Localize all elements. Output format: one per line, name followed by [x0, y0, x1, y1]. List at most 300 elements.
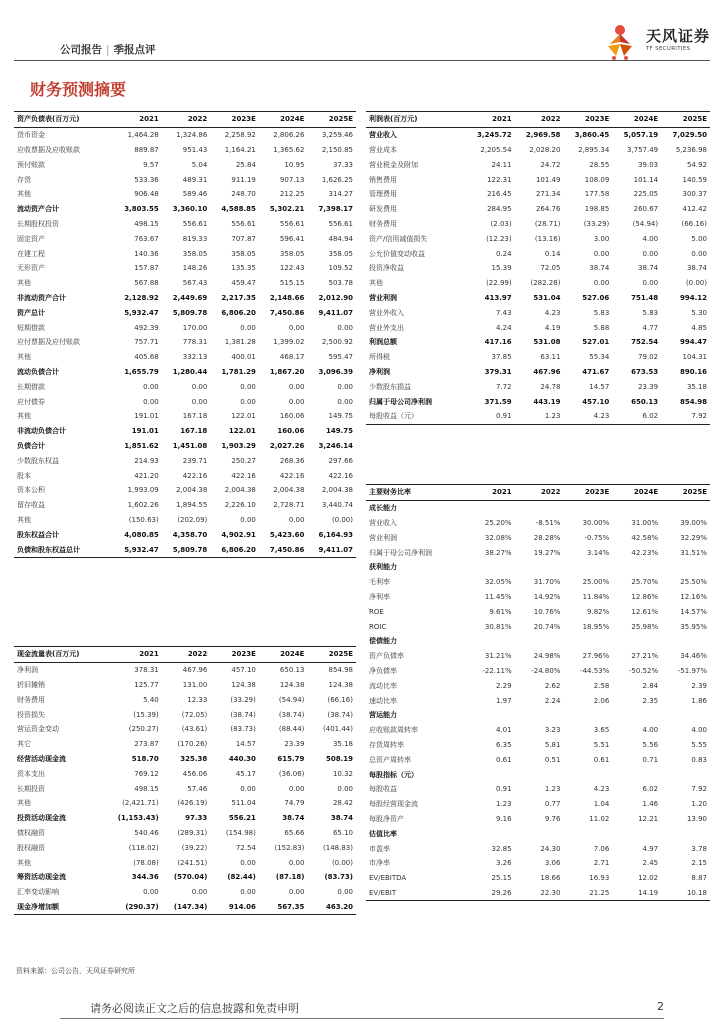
- year-header: 2021: [492, 115, 512, 124]
- header-rule: [14, 60, 710, 61]
- cell-value: (22.99): [486, 279, 512, 288]
- table-section-row: [366, 500, 710, 515]
- cell-value: 5,302.21: [269, 205, 305, 214]
- logo-name-cn: 天风证券: [645, 27, 710, 46]
- cell-value: 1,903.29: [221, 441, 256, 450]
- cell-value: 314.27: [328, 190, 353, 199]
- cell-value: 149.75: [325, 427, 353, 436]
- cell-value: 74.79: [284, 799, 305, 808]
- cell-value: 421.20: [134, 471, 159, 480]
- cell-value: 109.52: [328, 264, 353, 273]
- year-header: 2024E: [633, 488, 659, 497]
- cell-value: [466, 767, 515, 782]
- cell-value: 567.35: [277, 902, 305, 911]
- row-label: 存货周转率: [369, 740, 404, 749]
- row-label: 毛利率: [369, 578, 390, 587]
- row-label: 营业税金及附加: [369, 160, 418, 169]
- cell-value: 124.38: [231, 680, 256, 689]
- cell-value: 3.06: [544, 859, 561, 868]
- year-header: 2025E: [328, 115, 353, 124]
- table-row: [14, 737, 356, 752]
- cell-value: 1,381.28: [224, 338, 256, 347]
- table-row: [14, 542, 356, 557]
- cell-value: 0.77: [544, 800, 561, 809]
- table-row: [14, 172, 356, 187]
- cell-value: 422.16: [328, 471, 353, 480]
- cell-value: 32.29%: [680, 533, 707, 542]
- cell-value: 457.10: [231, 666, 256, 675]
- cell-value: 914.06: [228, 902, 256, 911]
- row-label: 流动资产合计: [17, 205, 59, 214]
- cell-value: 177.58: [584, 190, 610, 199]
- cell-value: 271.34: [535, 190, 561, 199]
- table-row: [14, 468, 356, 483]
- row-label: 长期股权投资: [17, 219, 59, 228]
- year-header: 2025E: [328, 650, 353, 659]
- cell-value: 38.74: [330, 814, 353, 823]
- cell-value: 0.00: [143, 382, 159, 391]
- cell-value: (147.34): [173, 902, 208, 911]
- cell-value: 131.00: [182, 680, 208, 689]
- cell-value: 5.04: [191, 160, 208, 169]
- cell-value: 0.00: [337, 323, 353, 332]
- cell-value: 2,004.38: [224, 486, 256, 495]
- table-title: 现金流量表(百万元): [17, 650, 80, 659]
- row-label: 债权融资: [17, 828, 45, 837]
- cell-value: [563, 500, 612, 515]
- cell-value: 55.34: [589, 353, 610, 362]
- cell-value: 25.98%: [631, 622, 659, 631]
- row-label: 其他: [17, 279, 31, 288]
- cell-value: 273.87: [134, 740, 159, 749]
- cell-value: (118.02): [128, 843, 159, 852]
- cell-value: -22.11%: [482, 666, 512, 675]
- report-category: [60, 42, 156, 57]
- cell-value: 3,259.46: [321, 131, 353, 140]
- cell-value: 567.88: [134, 279, 159, 288]
- cell-value: -0.75%: [584, 533, 610, 542]
- table-row: [366, 649, 710, 664]
- cell-value: 400.01: [231, 353, 256, 362]
- table-row: [366, 530, 710, 545]
- cell-value: 25.70%: [631, 578, 659, 587]
- cell-value: 57.46: [187, 784, 208, 793]
- cell-value: 1.23: [496, 800, 512, 809]
- cell-value: (401.44): [323, 725, 353, 734]
- year-header: 2025E: [682, 115, 707, 124]
- cell-value: 6,806.20: [221, 545, 256, 554]
- cell-value: 38.74: [589, 264, 610, 273]
- cell-value: 1.23: [544, 785, 561, 794]
- cell-value: 4.97: [642, 844, 659, 853]
- cell-value: 1,280.44: [172, 367, 208, 376]
- cell-value: 527.01: [582, 338, 610, 347]
- report-type-label: 季报点评: [113, 44, 156, 56]
- cell-value: [563, 560, 612, 575]
- table-row: [366, 217, 710, 232]
- cell-value: 2,895.34: [578, 145, 610, 154]
- cell-value: (83.73): [230, 725, 256, 734]
- cell-value: 1.86: [691, 696, 707, 705]
- cashflow-statement-table: [14, 646, 356, 915]
- cell-value: -50.52%: [628, 666, 659, 675]
- cell-value: 7,450.86: [269, 545, 305, 554]
- table-section-row: [366, 634, 710, 649]
- row-label: 存货: [17, 175, 31, 184]
- row-label: 筹资活动现金流: [17, 873, 66, 882]
- cell-value: 79.02: [638, 353, 659, 362]
- year-header: 2022: [187, 115, 208, 124]
- table-row: [14, 722, 356, 737]
- cell-value: (78.08): [133, 858, 159, 867]
- cell-value: 527.06: [582, 293, 610, 302]
- cell-value: 2,226.10: [224, 501, 256, 510]
- table-row: [14, 781, 356, 796]
- cell-value: 0.91: [496, 785, 512, 794]
- cell-value: 7.06: [593, 844, 610, 853]
- row-label: 应收票据及应收账款: [17, 145, 80, 154]
- cell-value: 3.23: [544, 726, 561, 735]
- row-label: 净利润: [369, 367, 390, 376]
- cell-value: 5,057.19: [623, 131, 659, 140]
- table-title: 主要财务比率: [369, 488, 411, 497]
- cell-value: 8.87: [691, 874, 707, 883]
- row-label: 其他: [17, 515, 31, 524]
- cell-value: 124.38: [328, 680, 353, 689]
- cell-value: 12.61%: [631, 607, 659, 616]
- cell-value: 752.54: [631, 338, 659, 347]
- cell-value: -24.80%: [531, 666, 561, 675]
- table-row: [14, 707, 356, 722]
- cell-value: 38.74: [282, 814, 305, 823]
- year-header: 2024E: [633, 115, 659, 124]
- cell-value: 2.39: [691, 681, 707, 690]
- cell-value: 2,012.90: [318, 293, 353, 302]
- cell-value: 20.74%: [533, 622, 561, 631]
- cell-value: 4,588.85: [221, 205, 256, 214]
- cell-value: 9.57: [143, 160, 159, 169]
- cell-value: 3,860.45: [574, 131, 610, 140]
- cell-value: 250.27: [231, 456, 256, 465]
- report-category-label: 公司报告: [60, 44, 102, 56]
- cell-value: 239.71: [182, 456, 208, 465]
- row-label: 其它: [17, 740, 31, 749]
- cell-value: 5,809.78: [172, 545, 208, 554]
- row-label: 营业外支出: [369, 323, 404, 332]
- row-label: 汇率变动影响: [17, 888, 59, 897]
- cell-value: 751.48: [631, 293, 659, 302]
- row-label: 预付账款: [17, 160, 45, 169]
- cell-value: 2,150.85: [321, 145, 353, 154]
- table-row: [366, 291, 710, 306]
- cell-value: 35.95%: [680, 622, 707, 631]
- row-label: 留存收益: [17, 501, 45, 510]
- cell-value: 2,500.92: [321, 338, 353, 347]
- cell-value: [612, 767, 661, 782]
- cell-value: 378.31: [134, 666, 159, 675]
- cell-value: 615.79: [277, 754, 305, 763]
- cell-value: 7,398.17: [318, 205, 353, 214]
- row-label: 营运能力: [369, 711, 397, 720]
- cell-value: [661, 826, 710, 841]
- table-row: [14, 885, 356, 900]
- row-label: 负债合计: [17, 441, 45, 450]
- cell-value: (54.94): [632, 219, 659, 228]
- cell-value: 589.46: [182, 190, 208, 199]
- cell-value: 30.81%: [484, 622, 512, 631]
- cell-value: 907.13: [279, 175, 305, 184]
- cell-value: [466, 708, 515, 723]
- cell-value: 140.36: [134, 249, 159, 258]
- cell-value: 0.00: [191, 382, 208, 391]
- table-row: [14, 900, 356, 915]
- cell-value: 769.12: [134, 769, 159, 778]
- cell-value: 4.85: [691, 323, 707, 332]
- cell-value: 32.08%: [484, 533, 512, 542]
- cell-value: 160.06: [277, 427, 305, 436]
- row-label: 管理费用: [369, 190, 397, 199]
- cell-value: (28.71): [534, 219, 561, 228]
- table-row: [14, 365, 356, 380]
- cell-value: (15.39): [133, 710, 159, 719]
- cell-value: 371.59: [484, 397, 512, 406]
- cell-value: (426.19): [177, 799, 208, 808]
- cell-value: [515, 708, 564, 723]
- cell-value: 6,164.93: [318, 530, 353, 539]
- cell-value: (290.37): [125, 902, 159, 911]
- row-label: 其他: [17, 353, 31, 362]
- year-header: 2021: [139, 115, 159, 124]
- cell-value: 556.61: [182, 219, 208, 228]
- table-header-row: [366, 485, 710, 501]
- cell-value: 405.68: [134, 353, 159, 362]
- cell-value: 149.75: [328, 412, 353, 421]
- cell-value: [515, 767, 564, 782]
- cell-value: 457.10: [582, 397, 610, 406]
- cell-value: 0.00: [691, 249, 707, 258]
- cell-value: 459.47: [231, 279, 256, 288]
- cell-value: (88.44): [278, 725, 305, 734]
- cell-value: 23.39: [638, 382, 659, 391]
- row-label: 应收账款周转率: [369, 726, 418, 735]
- cell-value: 440.30: [228, 754, 256, 763]
- row-label: 其他: [369, 279, 383, 288]
- cell-value: (202.09): [177, 515, 208, 524]
- cell-value: 21.25: [589, 888, 610, 897]
- table-row: [366, 575, 710, 590]
- cell-value: 2,128.92: [124, 293, 159, 302]
- row-label: 速动比率: [369, 696, 397, 705]
- table-row: [366, 738, 710, 753]
- row-label: 市净率: [369, 859, 390, 868]
- cell-value: 1,626.25: [321, 175, 353, 184]
- table-row: [14, 231, 356, 246]
- year-header: 2023E: [585, 488, 610, 497]
- cell-value: (150.63): [128, 515, 159, 524]
- year-header: 2023E: [231, 650, 256, 659]
- cell-value: 2.84: [642, 681, 659, 690]
- cell-value: [466, 500, 515, 515]
- cell-value: 39.03: [638, 160, 659, 169]
- cell-value: 0.00: [240, 382, 256, 391]
- cell-value: 1.46: [642, 800, 659, 809]
- cell-value: 3,245.72: [477, 131, 512, 140]
- table-row: [366, 305, 710, 320]
- cell-value: 2,728.71: [273, 501, 305, 510]
- table-row: [14, 766, 356, 781]
- cell-value: 2,205.54: [480, 145, 512, 154]
- cell-value: 13.90: [686, 814, 707, 823]
- cell-value: 0.00: [240, 397, 256, 406]
- cell-value: 0.00: [288, 858, 305, 867]
- table-row: [14, 305, 356, 320]
- row-label: 销售费用: [369, 175, 397, 184]
- cell-value: 531.08: [533, 338, 561, 347]
- table-row: [14, 409, 356, 424]
- cell-value: 854.98: [328, 666, 353, 675]
- cell-value: 214.93: [134, 456, 159, 465]
- cell-value: 673.53: [631, 367, 659, 376]
- cell-value: 0.14: [544, 249, 561, 258]
- cell-value: 12.86%: [631, 592, 659, 601]
- cell-value: 148.26: [182, 264, 208, 273]
- row-label: 营业利润: [369, 533, 397, 542]
- row-label: 应付债券: [17, 397, 45, 406]
- cell-value: 122.01: [231, 412, 256, 421]
- cell-value: 7.92: [691, 785, 707, 794]
- cell-value: 3,757.49: [626, 145, 659, 154]
- cell-value: 4.19: [544, 323, 561, 332]
- cell-value: 498.15: [134, 219, 159, 228]
- cell-value: 135.35: [231, 264, 256, 273]
- row-label: 市盈率: [369, 844, 390, 853]
- row-label: 短期借款: [17, 323, 45, 332]
- cell-value: [466, 560, 515, 575]
- balance-sheet-table: [14, 111, 356, 558]
- year-header: 2021: [492, 488, 512, 497]
- table-row: [366, 856, 710, 871]
- cell-value: [661, 500, 710, 515]
- row-label: 营运资金变动: [17, 725, 59, 734]
- cell-value: 417.16: [484, 338, 512, 347]
- cell-value: 484.94: [328, 234, 353, 243]
- row-label: 研发费用: [369, 205, 397, 214]
- table-row: [366, 409, 710, 424]
- cell-value: [563, 634, 612, 649]
- cell-value: 3,096.39: [318, 367, 353, 376]
- cell-value: 35.18: [332, 740, 353, 749]
- table-title: 利润表(百万元): [369, 115, 418, 124]
- cell-value: (1,153.43): [117, 814, 159, 823]
- row-label: 投资活动现金流: [17, 814, 66, 823]
- cell-value: 12.16%: [680, 592, 707, 601]
- cell-value: (148.83): [323, 843, 353, 852]
- cell-value: 12.21: [638, 814, 659, 823]
- cell-value: 0.83: [691, 755, 707, 764]
- cell-value: 264.76: [535, 205, 561, 214]
- cell-value: 3,246.14: [318, 441, 353, 450]
- year-header: 2025E: [682, 488, 707, 497]
- cell-value: 1.23: [544, 412, 561, 421]
- cell-value: 412.42: [682, 205, 707, 214]
- cell-value: 3.00: [593, 234, 610, 243]
- table-row: [14, 291, 356, 306]
- cell-value: 467.96: [533, 367, 561, 376]
- cell-value: 38.74: [686, 264, 707, 273]
- row-label: 净利率: [369, 592, 390, 601]
- cell-value: 463.20: [325, 902, 353, 911]
- cell-value: 16.93: [589, 874, 610, 883]
- cell-value: 650.13: [631, 397, 659, 406]
- cell-value: 25.00%: [582, 578, 610, 587]
- cell-value: 0.00: [143, 888, 159, 897]
- cell-value: 11.45%: [484, 592, 512, 601]
- cell-value: 5.81: [544, 740, 561, 749]
- row-label: 公允价值变动收益: [369, 249, 425, 258]
- cell-value: 140.59: [682, 175, 707, 184]
- cell-value: 7,450.86: [269, 308, 305, 317]
- row-label: 折旧摊销: [17, 680, 45, 689]
- cell-value: 1.97: [496, 696, 512, 705]
- row-label: 股权融资: [17, 843, 45, 852]
- cell-value: [563, 767, 612, 782]
- cell-value: 14.19: [638, 888, 659, 897]
- cell-value: 38.74: [638, 264, 659, 273]
- cell-value: 332.13: [182, 353, 208, 362]
- cell-value: 2,449.69: [172, 293, 208, 302]
- row-label: 资产/信用减值损失: [369, 234, 428, 243]
- cell-value: 3.65: [593, 726, 610, 735]
- cell-value: 0.51: [544, 755, 561, 764]
- cell-value: 596.41: [279, 234, 305, 243]
- cell-value: 358.05: [328, 249, 353, 258]
- cell-value: 167.18: [182, 412, 208, 421]
- cell-value: 889.87: [134, 145, 159, 154]
- table-row: [14, 350, 356, 365]
- cell-value: 531.04: [533, 293, 561, 302]
- cell-value: 32.85: [491, 844, 512, 853]
- table-row: [14, 453, 356, 468]
- cell-value: 248.70: [231, 190, 256, 199]
- cell-value: [612, 634, 661, 649]
- cell-value: 358.05: [279, 249, 305, 258]
- cell-value: 28.42: [332, 799, 353, 808]
- cell-value: 0.00: [143, 397, 159, 406]
- cell-value: 191.01: [131, 427, 159, 436]
- cell-value: (570.04): [173, 873, 208, 882]
- cell-value: (82.44): [227, 873, 256, 882]
- cell-value: 42.58%: [631, 533, 659, 542]
- row-label: 其他: [17, 799, 31, 808]
- row-label: 其他: [17, 190, 31, 199]
- cell-value: 5.30: [691, 308, 707, 317]
- table-row: [14, 855, 356, 870]
- cell-value: 22.30: [540, 888, 561, 897]
- cell-value: 467.96: [182, 666, 208, 675]
- cell-value: 7,029.50: [672, 131, 707, 140]
- cell-value: (282.28): [530, 279, 561, 288]
- row-label: 经营活动现金流: [17, 754, 66, 763]
- cell-value: 1,602.26: [127, 501, 159, 510]
- cell-value: 38.27%: [484, 548, 512, 557]
- cell-value: 498.15: [134, 784, 159, 793]
- cell-value: 5.51: [593, 740, 610, 749]
- cell-value: 2,258.92: [224, 131, 256, 140]
- cell-value: 3,440.74: [321, 501, 353, 510]
- cell-value: 24.30: [540, 844, 561, 853]
- year-header: 2024E: [280, 115, 305, 124]
- table-row: [14, 752, 356, 767]
